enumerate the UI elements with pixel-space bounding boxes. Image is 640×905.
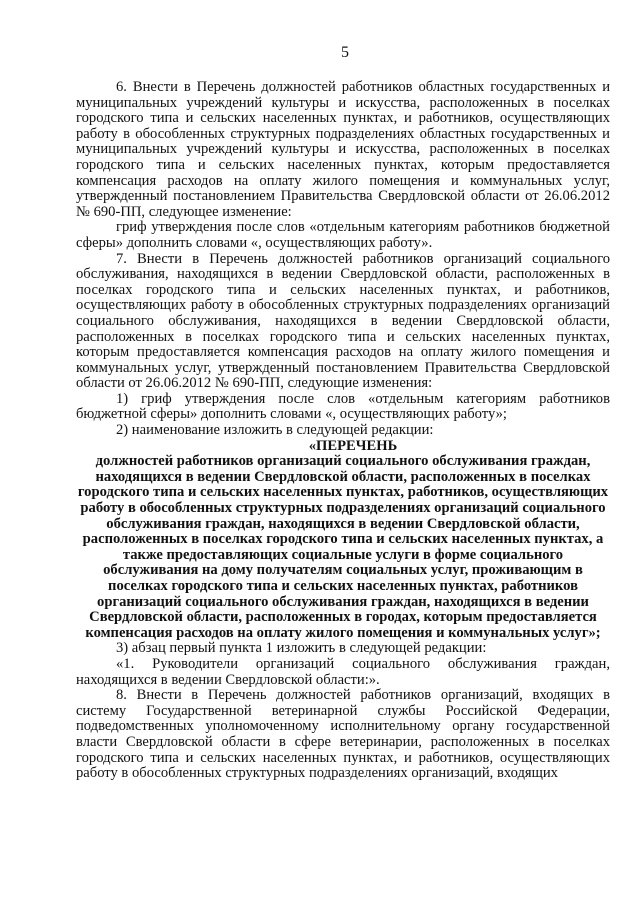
paragraph-item-6: 6. Внести в Перечень должностей работников областных государственных и муниципальных учреждений культуры и искусства, расположенных в поселках городского типа и сельских населенных пунктах, и работников, осуществляющих работу в обособленных структурных подразделениях областных государственных и муниципальных учреждений культуры и искусства, расположенных в поселках городского типа и сельских населенных пунктах, которым предоставляется компенсация расходов на оплату жилого помещения и коммунальных услуг, утвержденный постановлением Правительства Свердловской области от 26.06.2012 № 690-ПП, следующее изменение: — [76, 79, 610, 220]
document-body — [76, 80, 610, 782]
paragraph-item-7-sub-1: 1) гриф утверждения после слов «отдельным категориям работников бюджетной сферы» дополнить словами «, осуществляющих работу»; — [76, 390, 610, 423]
list-title-heading: «ПЕРЕЧЕНЬ — [308, 437, 398, 454]
paragraph-item-7-sub-3: 3) абзац первый пункта 1 изложить в следующей редакции: — [116, 640, 487, 657]
paragraph-item-8: 8. Внести в Перечень должностей работников организаций, входящих в систему Государственной ветеринарной службы Российской Федерации, подведомственных уполномоченному исполнительному органу государственной власти Свердловской области в сфере ветеринарии, расположенных в поселках городского типа и сельских населенных пунктах, и работников, осуществляющих работу в обособленных структурных подразделениях организаций, входящих — [76, 687, 610, 782]
page-number: 5 — [341, 44, 349, 61]
list-title-body: должностей работников организаций социального обслуживания граждан, находящихся в ведении Свердловской области, расположенных в поселках городского типа и сельских населенных пунктах, работников, осуществляющих работу в обособленных структурных подразделениях организаций социального обслуживания граждан, находящихся в ведении Свердловской области, расположенных в поселках городского типа и сельских населенных пунктах, а также предоставляющих социальные услуги в форме социального обслуживания на дому получателям социальных услуг, проживающим в поселках городского типа и сельских населенных пунктах, работников организаций социального обслуживания граждан, находящихся в ведении Свердловской области, расположенных в городах, которым предоставляется компенсация расходов на оплату жилого помещения и коммунальных услуг»; — [77, 453, 609, 641]
paragraph-quoted-point-1: «1. Руководители организаций социального обслуживания граждан, находящихся в ведении Свердловской области:». — [76, 655, 610, 688]
paragraph-item-7-sub-2: 2) наименование изложить в следующей редакции: — [116, 422, 434, 439]
paragraph-item-7: 7. Внести в Перечень должностей работников организаций социального обслуживания, находящихся в ведении Свердловской области, расположенных в поселках городского типа и сельских населенных пунктах, и работников, осуществляющих работу в обособленных структурных подразделениях организаций социального обслуживания, находящихся в ведении Свердловской области, расположенных в поселках городского типа и сельских населенных пунктах, которым предоставляется компенсация расходов на оплату жилого помещения и коммунальных услуг, утвержденный постановлением Правительства Свердловской области от 26.06.2012 № 690-ПП, следующие изменения: — [76, 250, 610, 392]
paragraph-item-6-change: гриф утверждения после слов «отдельным категориям работников бюджетной сферы» дополнить словами «, осуществляющих работу». — [76, 219, 610, 251]
